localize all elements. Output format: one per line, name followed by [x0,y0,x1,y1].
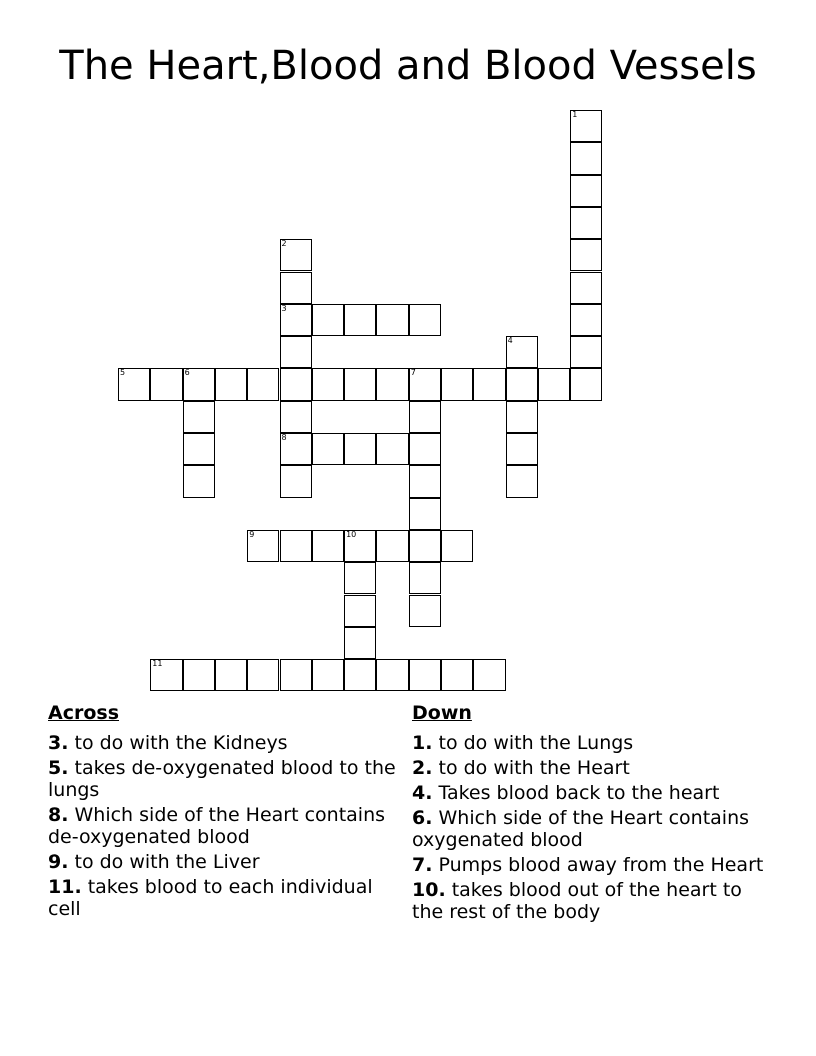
clue-text: Which side of the Heart contains oxygenated blood [412,807,750,851]
crossword-cell[interactable] [312,368,344,400]
crossword-cell[interactable] [506,401,538,433]
clue-number: 6. [412,807,433,829]
clue-number: 8. [48,804,69,826]
clue-text: to do with the Kidneys [74,732,288,754]
clue-down-10 [412,879,772,923]
crossword-cell[interactable] [280,530,312,562]
crossword-cell[interactable] [570,110,602,142]
crossword-cell[interactable] [409,465,441,497]
crossword-cell[interactable] [344,304,376,336]
crossword-cell[interactable] [344,659,376,691]
crossword-cell[interactable] [441,530,473,562]
cell-number: 6 [184,368,190,378]
cell-number: 11 [152,659,163,669]
crossword-cell[interactable] [344,368,376,400]
crossword-cell[interactable] [280,659,312,691]
clue-text: to do with the Lungs [438,732,634,754]
crossword-cell[interactable] [376,659,408,691]
crossword-cell[interactable] [570,239,602,271]
clue-number: 3. [48,732,69,754]
crossword-cell[interactable] [409,530,441,562]
crossword-cell[interactable] [376,368,408,400]
crossword-cell[interactable] [150,659,182,691]
crossword-cell[interactable] [312,433,344,465]
crossword-cell[interactable] [247,659,279,691]
crossword-cell[interactable] [409,498,441,530]
crossword-cell[interactable] [344,433,376,465]
crossword-cell[interactable] [215,659,247,691]
crossword-cell[interactable] [183,465,215,497]
clue-text: takes de-oxygenated blood to the lungs [48,757,396,801]
crossword-cell[interactable] [409,595,441,627]
crossword-cell[interactable] [280,465,312,497]
clue-text: Pumps blood away from the Heart [438,854,764,876]
clue-text: Takes blood back to the heart [438,782,720,804]
clue-text: takes blood to each individual cell [48,876,373,920]
clue-number: 2. [412,757,433,779]
down-heading: Down [412,702,472,724]
crossword-cell[interactable] [183,368,215,400]
clue-text: takes blood out of the heart to the rest of the body [412,879,742,923]
crossword-cell[interactable] [409,659,441,691]
clue-number: 11. [48,876,82,898]
clue-across-5 [48,757,398,801]
crossword-cell[interactable] [409,401,441,433]
cell-number: 9 [249,529,255,539]
crossword-cell[interactable] [280,272,312,304]
crossword-cell[interactable] [215,368,247,400]
clue-across-9 [48,851,398,873]
crossword-cell[interactable] [441,368,473,400]
crossword-cell[interactable] [506,336,538,368]
crossword-cell[interactable] [570,175,602,207]
crossword-cell[interactable] [280,433,312,465]
crossword-cell[interactable] [344,627,376,659]
clue-number: 9. [48,851,69,873]
crossword-cell[interactable] [506,368,538,400]
clue-down-4 [412,782,772,804]
crossword-cell[interactable] [344,530,376,562]
crossword-cell[interactable] [473,368,505,400]
crossword-cell[interactable] [247,368,279,400]
cell-number: 7 [410,368,416,378]
crossword-cell[interactable] [376,530,408,562]
cell-number: 1 [572,110,578,119]
clue-down-2 [412,757,772,779]
crossword-cell[interactable] [280,401,312,433]
crossword-cell[interactable] [441,659,473,691]
crossword-cell[interactable] [570,272,602,304]
crossword-cell[interactable] [506,465,538,497]
cell-number: 2 [281,239,287,249]
crossword-cell[interactable] [312,304,344,336]
page-title: The Heart,Blood and Blood Vessels [59,43,757,89]
clue-text: Which side of the Heart contains de-oxygenated blood [48,804,386,848]
crossword-cell[interactable] [570,142,602,174]
across-clues [48,700,398,923]
crossword-cell[interactable] [183,401,215,433]
crossword-cell[interactable] [376,433,408,465]
clue-text: to do with the Liver [74,851,260,873]
cell-number: 5 [120,368,126,378]
crossword-cell[interactable] [344,562,376,594]
clue-number: 1. [412,732,433,754]
crossword-cell[interactable] [312,659,344,691]
crossword-cell[interactable] [280,304,312,336]
crossword-cell[interactable] [409,433,441,465]
crossword-cell[interactable] [344,595,376,627]
down-clues [412,700,772,926]
clue-number: 4. [412,782,433,804]
crossword-cell[interactable] [506,433,538,465]
crossword-cell[interactable] [150,368,182,400]
clue-number: 5. [48,757,69,779]
crossword-cell[interactable] [280,336,312,368]
clue-text: to do with the Heart [438,757,630,779]
cell-number: 3 [281,303,287,313]
cell-number: 8 [281,433,287,442]
clue-down-1 [412,732,772,754]
crossword-cell[interactable] [118,368,150,400]
clue-number: 10. [412,879,446,901]
clue-across-11 [48,876,398,920]
crossword-cell[interactable] [312,530,344,562]
crossword-cell[interactable] [280,368,312,400]
crossword-cell[interactable] [473,659,505,691]
across-heading: Across [48,702,120,724]
crossword-cell[interactable] [409,368,441,400]
crossword-cell[interactable] [570,336,602,368]
crossword-cell[interactable] [538,368,570,400]
crossword-cell[interactable] [280,239,312,271]
cell-number: 4 [507,336,513,346]
crossword-cell[interactable] [570,304,602,336]
clue-number: 7. [412,854,433,876]
cell-number: 10 [346,529,357,539]
clue-across-8 [48,804,398,848]
crossword-cell[interactable] [183,659,215,691]
crossword-cell[interactable] [376,304,408,336]
clue-across-3 [48,732,398,754]
crossword-cell[interactable] [570,368,602,400]
clue-down-7 [412,854,772,876]
crossword-cell[interactable] [247,530,279,562]
crossword-cell[interactable] [409,304,441,336]
crossword-cell[interactable] [183,433,215,465]
clue-down-6 [412,807,772,851]
crossword-cell[interactable] [570,207,602,239]
crossword-cell[interactable] [409,562,441,594]
